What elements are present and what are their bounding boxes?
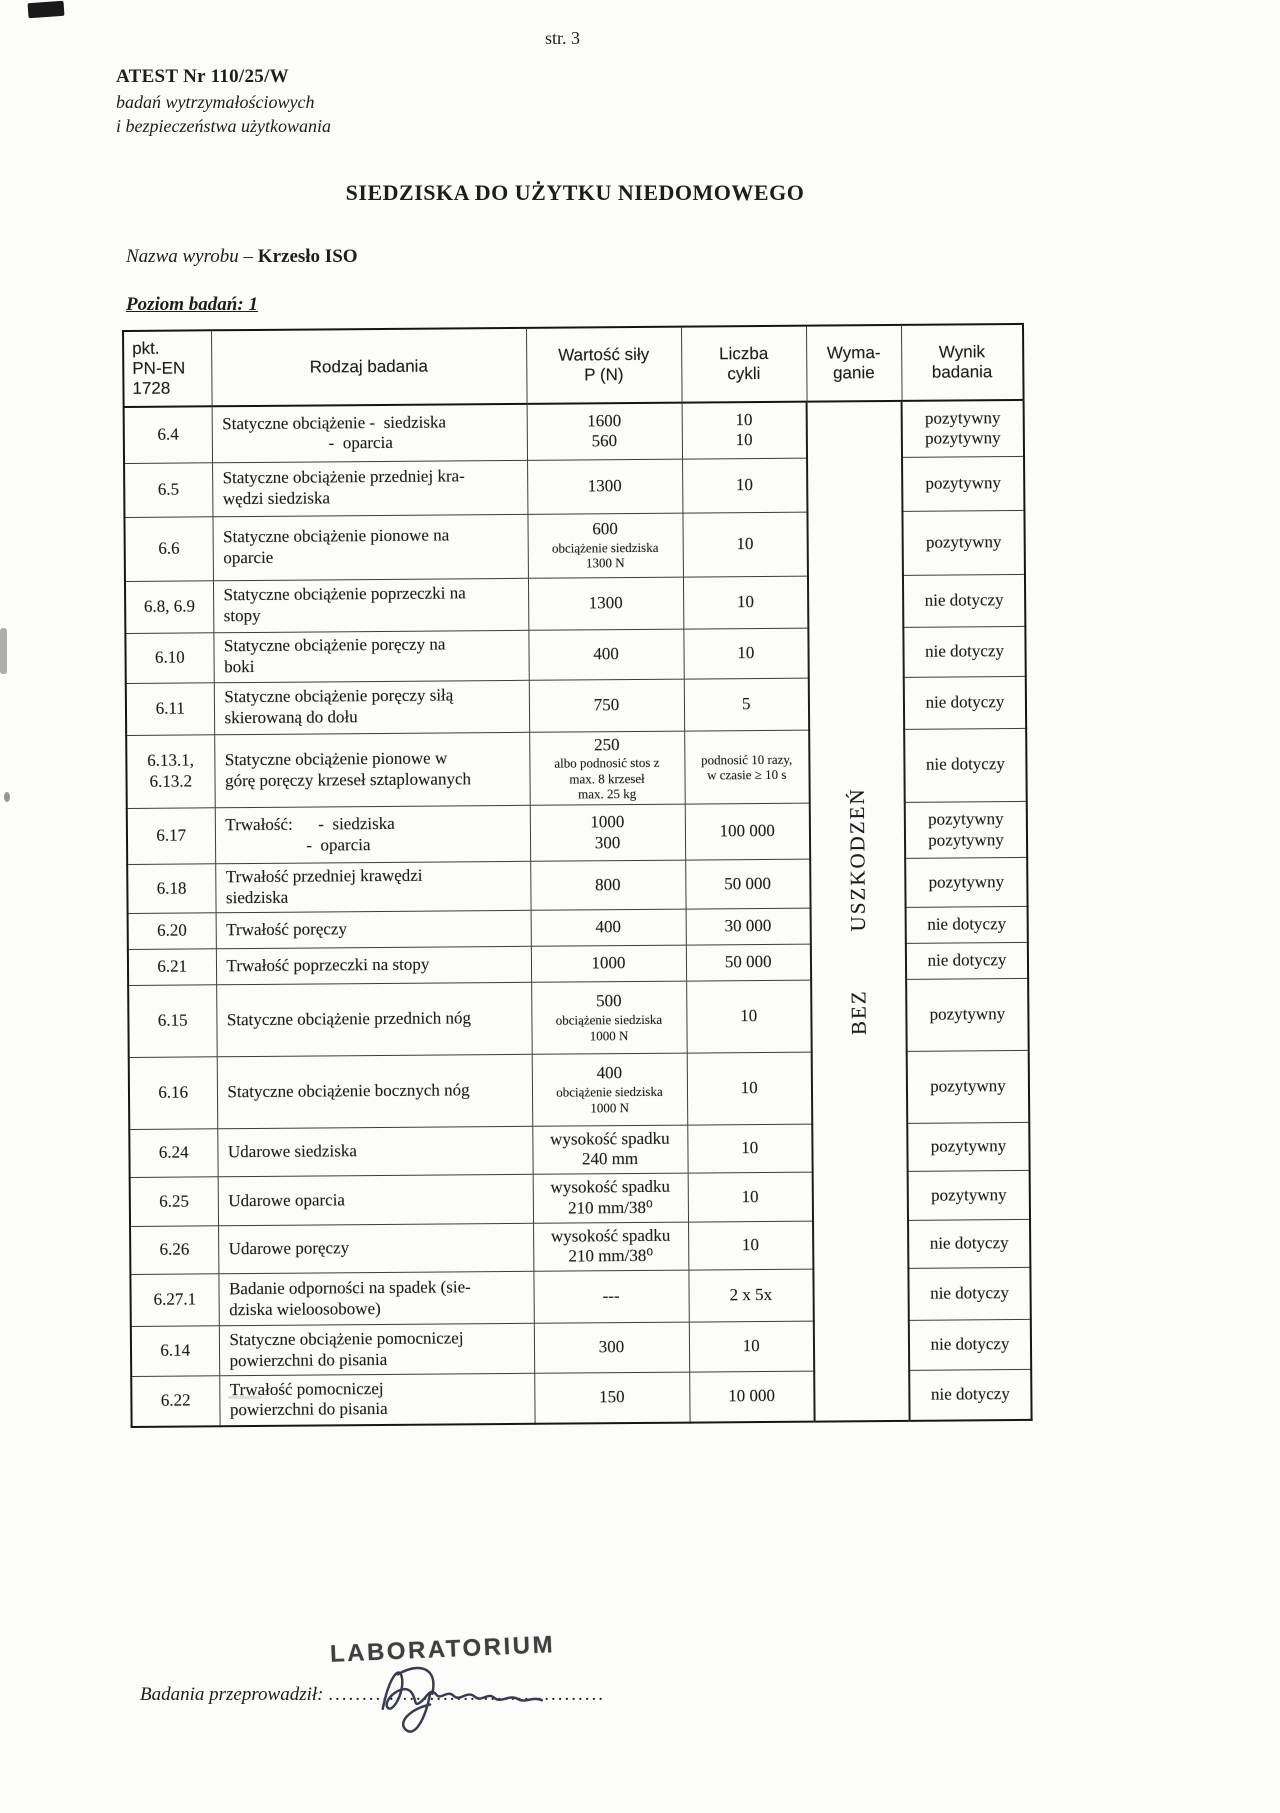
cell-wartosc <box>531 909 686 946</box>
cell-wynik: nie dotyczy <box>908 1267 1030 1320</box>
wartosc-value: 1600 560 <box>587 410 622 451</box>
cykle-value: 10 <box>736 533 754 553</box>
wartosc-value: wysokość spadku 210 mm/38⁰ <box>550 1176 671 1218</box>
test-results-table <box>122 323 1033 1428</box>
wartosc-note: albo podnosić stos z max. 8 krzeseł max. 25 kg <box>554 755 660 802</box>
cell-pkt: 6.24 <box>129 1128 217 1177</box>
cykle-value: 10 10 <box>735 409 753 450</box>
header-wymaganie: Wyma- ganie <box>806 325 902 402</box>
cell-badanie: Statyczne obciążenie poprzeczki na stopy <box>213 578 528 632</box>
cell-pkt: 6.13.1, 6.13.2 <box>126 734 215 808</box>
document-title: SIEDZISKA DO UŻYTKU NIEDOMOWEGO <box>345 180 805 205</box>
cell-pkt: 6.18 <box>127 864 215 913</box>
cell-badanie: Badanie odporności na spadek (sie- dziska wieloosobowe) <box>218 1271 533 1325</box>
cykle-value: 10 <box>735 474 754 494</box>
scan-artifact <box>0 628 7 674</box>
cell-badanie: Statyczne obciążenie przednich nóg <box>216 982 532 1056</box>
cell-wartosc <box>527 403 682 460</box>
cell-pkt: 6.15 <box>128 984 217 1057</box>
wartosc-note: obciążenie siedziska 1000 N <box>555 1011 663 1043</box>
cell-wynik: nie dotyczy <box>903 626 1025 677</box>
cell-badanie: Trwałość: - siedziska - oparcia <box>215 806 530 864</box>
scan-artifact <box>28 1 65 18</box>
cell-pkt: 6.16 <box>129 1056 218 1129</box>
cell-wartosc <box>529 731 685 806</box>
wartosc-value: 1300 <box>588 592 623 612</box>
signature <box>372 1648 587 1746</box>
wartosc-value: wysokość spadku 210 mm/38⁰ <box>550 1225 671 1266</box>
cell-cykle <box>682 402 807 459</box>
cell-cykle <box>689 1371 814 1422</box>
cykle-value: 50 000 <box>724 951 772 972</box>
cell-wartosc <box>527 459 682 514</box>
cell-wartosc <box>528 577 683 630</box>
cell-wartosc <box>534 1372 689 1423</box>
wartosc-value: wysokość spadku 240 mm <box>550 1128 670 1169</box>
header-wartosc-sily: Wartość siły P (N) <box>526 327 682 404</box>
wartosc-value: --- <box>602 1286 620 1306</box>
cell-wynik: pozytywny <box>907 1122 1029 1171</box>
cell-cykle <box>683 628 808 679</box>
cell-wartosc <box>530 860 685 910</box>
cell-wartosc <box>533 1173 688 1223</box>
cykle-value: 10 <box>740 1005 758 1025</box>
atest-subtitle-2: i bezpieczeństwa użytkowania <box>116 115 331 136</box>
cell-cykle <box>686 908 811 945</box>
cell-pkt: 6.22 <box>131 1376 219 1427</box>
requirement-vertical-text: BEZ USZKODZEŃ <box>844 787 871 1035</box>
cykle-value: 10 <box>741 1235 760 1255</box>
cell-wynik: pozytywny <box>902 456 1024 511</box>
cell-wartosc <box>532 1053 688 1126</box>
cell-wartosc <box>531 981 687 1054</box>
scan-artifact <box>4 792 10 802</box>
laboratorium-stamp: LABORATORIUM <box>329 1631 556 1668</box>
wartosc-value: 500 <box>595 991 622 1011</box>
wartosc-value: 400 <box>596 1063 623 1083</box>
cell-badanie: Statyczne obciążenie pionowe w górę poręczy krzeseł sztaplowanych <box>214 732 530 808</box>
cykle-value: 10 <box>741 1138 759 1158</box>
cell-wynik: nie dotyczy <box>908 1219 1030 1268</box>
cell-wartosc <box>533 1222 688 1272</box>
cell-cykle <box>684 730 810 805</box>
scan-artifact <box>228 1396 262 1399</box>
atest-number: ATEST Nr 110/25/W <box>116 66 289 87</box>
table-row <box>124 400 1024 463</box>
cell-wartosc <box>527 513 682 578</box>
cell-wynik: pozytywny pozytywny <box>902 400 1024 457</box>
cell-cykle <box>687 1052 813 1125</box>
cell-badanie: Statyczne obciążenie pionowe na oparcie <box>212 514 527 580</box>
cell-badanie: Trwałość przedniej krawędzi siedziska <box>215 862 530 913</box>
cell-wynik: pozytywny <box>902 510 1024 575</box>
cell-badanie: Udarowe oparcia <box>218 1174 533 1225</box>
cykle-value: 2 x 5x <box>729 1285 773 1305</box>
cell-wynik: pozytywny <box>908 1171 1030 1220</box>
cell-wynik: pozytywny <box>905 858 1027 907</box>
cell-pkt: 6.27.1 <box>130 1274 218 1327</box>
header-liczba-cykli: Liczba cykli <box>681 326 807 403</box>
cykle-value: 100 000 <box>719 821 775 841</box>
header-pkt: pkt. PN-EN 1728 <box>123 330 212 407</box>
table-header-row <box>123 324 1024 407</box>
cell-badanie: Statyczne obciążenie poręczy na boki <box>213 630 528 682</box>
cell-badanie: Trwałość poręczy <box>216 910 531 948</box>
cykle-value: 5 <box>741 693 751 713</box>
cykle-value: 10 <box>737 642 755 662</box>
cell-pkt: 6.25 <box>130 1177 218 1226</box>
wartosc-value: 400 <box>595 916 622 937</box>
atest-subtitle-1: badań wytrzymałościowych <box>116 91 315 112</box>
wartosc-value: 300 <box>598 1337 625 1357</box>
cell-cykle <box>683 576 808 629</box>
cell-requirement <box>807 401 910 1421</box>
test-level: Poziom badań: 1 <box>126 294 258 315</box>
cell-wartosc <box>529 679 684 732</box>
cell-wartosc <box>533 1270 688 1323</box>
cell-badanie: Trwałość pomocniczej powierzchni do pisania <box>219 1373 534 1425</box>
cell-cykle <box>684 678 809 731</box>
cell-badanie: Statyczne obciążenie pomocniczej powierzchni do pisania <box>219 1323 534 1375</box>
cell-wynik: nie dotyczy <box>906 942 1028 979</box>
cell-pkt: 6.4 <box>124 406 212 463</box>
cell-cykle <box>686 944 811 981</box>
cell-pkt: 6.17 <box>127 808 215 865</box>
wartosc-value: 600 <box>592 519 618 539</box>
cell-wynik: pozytywny pozytywny <box>905 802 1027 859</box>
wartosc-note: obciążenie siedziska 1000 N <box>556 1083 663 1115</box>
cykle-value: 10 <box>742 1336 760 1356</box>
cell-wynik: nie dotyczy <box>904 728 1027 803</box>
wartosc-value: 1300 <box>587 475 622 495</box>
cell-badanie: Trwałość poprzeczki na stopy <box>216 946 531 984</box>
table-body <box>124 400 1032 1427</box>
cell-wartosc <box>531 945 686 982</box>
cykle-value: 50 000 <box>724 873 772 893</box>
cell-wartosc <box>532 1125 687 1175</box>
table-header <box>123 324 1024 407</box>
cell-pkt: 6.6 <box>124 516 212 581</box>
cell-cykle <box>685 803 810 860</box>
wartosc-value: 1000 300 <box>590 812 625 853</box>
wartosc-value: 750 <box>593 694 620 714</box>
cell-cykle <box>682 458 807 513</box>
cell-cykle <box>688 1221 813 1270</box>
cell-cykle <box>687 1124 812 1173</box>
product-name: Krzesło ISO <box>257 246 358 267</box>
cell-wynik: nie dotyczy <box>903 574 1025 627</box>
cell-pkt: 6.10 <box>125 632 213 683</box>
cell-badanie: Statyczne obciążenie poręczy siłą skierowaną do dołu <box>214 680 529 734</box>
cell-badanie: Statyczne obciążenie bocznych nóg <box>217 1054 533 1128</box>
cell-cykle <box>686 980 812 1053</box>
cell-pkt: 6.26 <box>130 1225 218 1274</box>
cell-badanie: Udarowe siedziska <box>217 1126 532 1177</box>
cell-badanie: Statyczne obciążenie przedniej kra- wędzi siedziska <box>212 460 527 516</box>
cell-cykle <box>682 512 807 577</box>
wartosc-note: obciążenie siedziska 1300 N <box>551 539 659 571</box>
cell-wartosc <box>528 629 683 680</box>
signature-dotted-line: ......................................... <box>328 1684 605 1705</box>
product-label: Nazwa wyrobu – <box>126 246 254 267</box>
cell-pkt: 6.14 <box>131 1326 219 1377</box>
cell-wynik: nie dotyczy <box>909 1319 1031 1370</box>
cell-badanie: Statyczne obciążenie - siedziska - oparcia <box>212 404 527 462</box>
cell-cykle <box>685 859 810 908</box>
wartosc-value: 150 <box>599 1387 625 1407</box>
cell-wartosc <box>530 804 685 861</box>
cykle-value: 10 000 <box>728 1385 776 1406</box>
cell-pkt: 6.20 <box>128 912 216 949</box>
header-wynik-badania: Wynik badania <box>901 324 1024 401</box>
header-rodzaj-badania: Rodzaj badania <box>211 328 527 406</box>
cell-wynik: nie dotyczy <box>909 1369 1031 1420</box>
product-line <box>126 246 358 268</box>
wartosc-value: 1000 <box>591 952 626 973</box>
cykle-note: podnosić 10 razy, w czasie ≥ 10 s <box>700 751 793 783</box>
cell-wartosc <box>534 1322 689 1373</box>
cell-wynik: nie dotyczy <box>904 676 1026 729</box>
cell-cykle <box>689 1321 814 1372</box>
wartosc-value: 800 <box>595 874 621 894</box>
cell-pkt: 6.11 <box>126 682 214 735</box>
cell-pkt: 6.21 <box>128 948 216 985</box>
conducted-by-label: Badania przeprowadził: <box>140 1684 324 1705</box>
cykle-value: 30 000 <box>724 915 772 936</box>
cell-pkt: 6.5 <box>124 462 212 517</box>
cell-cykle <box>688 1269 813 1322</box>
results-table-wrapper <box>122 323 1033 1428</box>
cell-wynik: pozytywny <box>906 978 1029 1051</box>
cell-cykle <box>688 1172 813 1221</box>
cell-badanie: Udarowe poręczy <box>218 1223 533 1274</box>
cell-pkt: 6.8, 6.9 <box>125 580 213 633</box>
cell-wynik: pozytywny <box>907 1050 1030 1123</box>
page-number: str. 3 <box>545 28 581 48</box>
cykle-value: 10 <box>736 591 754 611</box>
wartosc-value: 250 <box>593 734 620 754</box>
cell-wynik: nie dotyczy <box>906 906 1028 943</box>
atest-header <box>116 64 331 138</box>
cykle-value: 10 <box>741 1186 759 1206</box>
wartosc-value: 400 <box>593 643 619 663</box>
cykle-value: 10 <box>740 1077 758 1097</box>
